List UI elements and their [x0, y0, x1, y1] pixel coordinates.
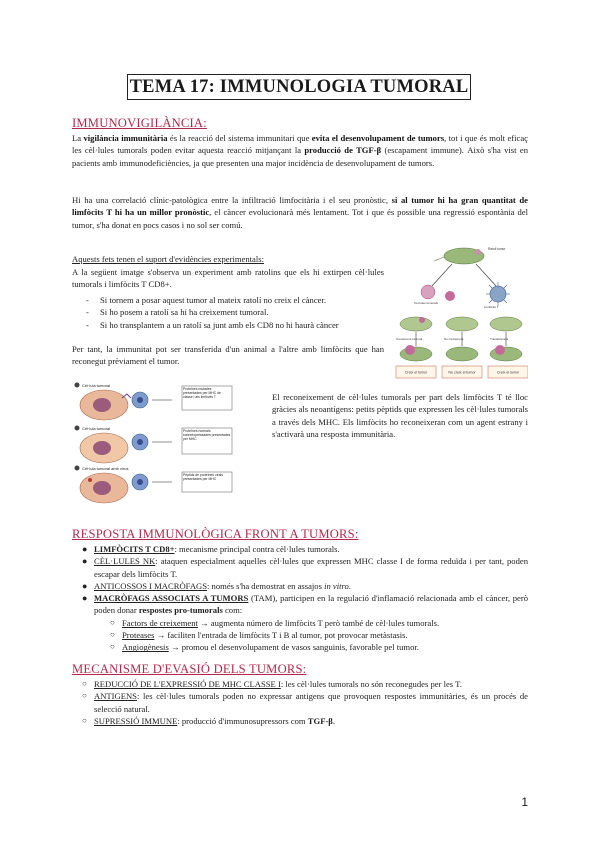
cell-box-2: Proteïnes normals sobreexpressades presentades per MHC	[183, 429, 231, 441]
paragraph-transferencia: Per tant, la immunitat pot ser transferida d'un animal a l'altre amb limfòcits que han reconegut prèviament el tumor.	[72, 344, 384, 367]
list-item: - Si tornem a posar aquest tumor al mateix ratolí no creix el càncer.	[72, 294, 384, 306]
list-subitem: ○ Proteases → faciliten l'entrada de limfòcits T i B al tumor, pot provocar metàstasis.	[110, 630, 408, 641]
circle-bullet-icon: ○	[82, 715, 87, 725]
circle-bullet-icon: ○	[82, 691, 87, 701]
list-item: ○ SUPRESSIÓ IMMUNE: producció d'immunosupressors com TGF-β.	[82, 715, 335, 726]
page-number: 1	[521, 795, 528, 809]
cell-box-3: Pèptids de proteïnes virals presentades per MHC	[183, 473, 223, 481]
paragraph-neoantigens: El reconeixement de cèl·lules tumorals per part dels limfòcits T té lloc gràcies als neoantígens: petits pèptids que expressen les cèl·lules tumorals a través dels MHC. Els limfòcits ho reconeixeran com un agent estrany i s'activarà una resposta immunitària.	[272, 392, 528, 439]
evidence-heading: Aquests fets tenen el suport d'evidències experimentals:	[72, 254, 264, 264]
evasio-list	[72, 678, 528, 727]
section-heading-resposta: RESPOSTA IMMUNOLÒGICA FRONT A TUMORS:	[72, 527, 359, 541]
list-subitem: ○ Factors de creixement → augmenta número de limfòcits T però també de cèl·lules tumorals.	[110, 617, 440, 628]
cell-label-2: Cèl·lula tumoral	[82, 426, 111, 431]
bullet-icon: ●	[82, 556, 88, 567]
mice-label-growth: Creixement tumoral	[396, 337, 423, 341]
paragraph-vigilancia: La vigilància immunitària és la reacció del sistema immunitari que evita el desenvolupament de tumors, tot i que és molt eficaç les cèl·lules tumorals poden evitar aquesta reacció mitjançant la producció de TGF-β (escapament immune). Això s'ha vist en pacients amb immunodeficiències, ja que presenten una major incidència de desenvolupament de tumors.	[72, 133, 528, 168]
mice-label-cells: Cèl·lules tumorals	[414, 301, 439, 305]
page-title: TEMA 17: IMMUNOLOGIA TUMORAL	[127, 74, 471, 100]
list-item: ● ANTICOSSOS I MACRÒFAGS: només s'ha demostrat en assajos in vitro.	[82, 580, 351, 591]
circle-bullet-icon: ○	[110, 630, 115, 640]
bullet-icon: ●	[82, 580, 88, 591]
list-item: - Si ho posem a ratolí sa hi ha creixement tumoral.	[72, 306, 384, 318]
mice-label-result-1: Creix el tumor	[404, 370, 428, 375]
cell-label-1: Cèl·lula tumoral	[82, 383, 111, 388]
section-heading-immunovigilancia: IMMUNOVIGILÀNCIA:	[72, 116, 207, 130]
circle-bullet-icon: ○	[82, 679, 87, 688]
bullet-icon: ●	[82, 544, 88, 554]
bullet-icon: ●	[82, 593, 88, 604]
mice-label-transfer: Transferència	[490, 337, 509, 341]
list-item: - Si ho transplantem a un ratolí sa junt amb els CD8 no hi haurà càncer	[72, 319, 384, 331]
mice-label-top: Ratolí tumor	[488, 247, 506, 251]
mice-label-lymph: Limfòcits T	[484, 305, 499, 309]
paragraph-experiment: A la següent imatge s'observa un experiment amb ratolins que els hi extirpen cèl·lules tumorals i limfòcits T CD8+.	[72, 267, 384, 290]
mice-label-result-2: No creix el tumor	[448, 370, 476, 375]
cell-box-1: Proteïnes mutades presentades per MHC de classe I als limfòcits T	[183, 387, 221, 399]
mice-label-result-3: Creix el tumor	[496, 370, 520, 375]
neoantigen-figure	[72, 380, 262, 510]
mice-label-nogrowth: No creixement	[444, 337, 464, 341]
paragraph-correlacio: Hi ha una correlació clínic-patològica entre la infiltració limfocitària i el seu pronòstic, si al tumor hi ha gran quantitat de limfòcits T hi ha un millor pronòstic, el càncer evolucionarà més lentament. Tot i que és possible una regressió espontània del tumor, s'ha donat en pocs casos i no sol ser comú.	[72, 195, 528, 230]
experiment-results-list	[72, 294, 384, 331]
list-item: ● MACRÒFAGS ASSOCIATS A TUMORS (TAM), participen en la regulació d'inflamació relacionada amb el càncer, però poden donar respostes pro-tumorals com:	[82, 593, 528, 616]
list-item: ○ REDUCCIÓ DE L'EXPRESSIÓ DE MHC CLASSE I: les cèl·lules tumorals no són reconegudes per les T.	[82, 679, 462, 689]
list-item: ○ ANTIGENS: les cèl·lules tumorals poden no expressar antigens que provoquen respostes immunitàries, és un procés de selecció natural.	[82, 691, 528, 714]
list-item: ● LIMFÒCITS T CD8+: mecanisme principal contra cèl·lules tumorals.	[82, 544, 340, 554]
list-subitem: ○ Angiogènesis → promou el desenvolupament de vasos sanguinis, favorable pel tumor.	[110, 642, 419, 653]
neoantigen-illustration	[72, 380, 262, 510]
mice-experiment-illustration	[392, 242, 528, 382]
mice-experiment-figure	[392, 242, 528, 382]
resposta-list	[72, 543, 528, 654]
list-item: ● CÈL·LULES NK: ataquen especialment aquelles cèl·lules que expressen MHC classe I de forma reduïda i per tant, poden escapar dels limfòcits T.	[82, 556, 529, 579]
cell-label-3: Cèl·lula tumoral amb virus	[82, 466, 129, 471]
circle-bullet-icon: ○	[110, 642, 115, 652]
circle-bullet-icon: ○	[110, 617, 115, 627]
section-heading-evasio: MECANISME D'EVASIÓ DELS TUMORS:	[72, 662, 307, 676]
